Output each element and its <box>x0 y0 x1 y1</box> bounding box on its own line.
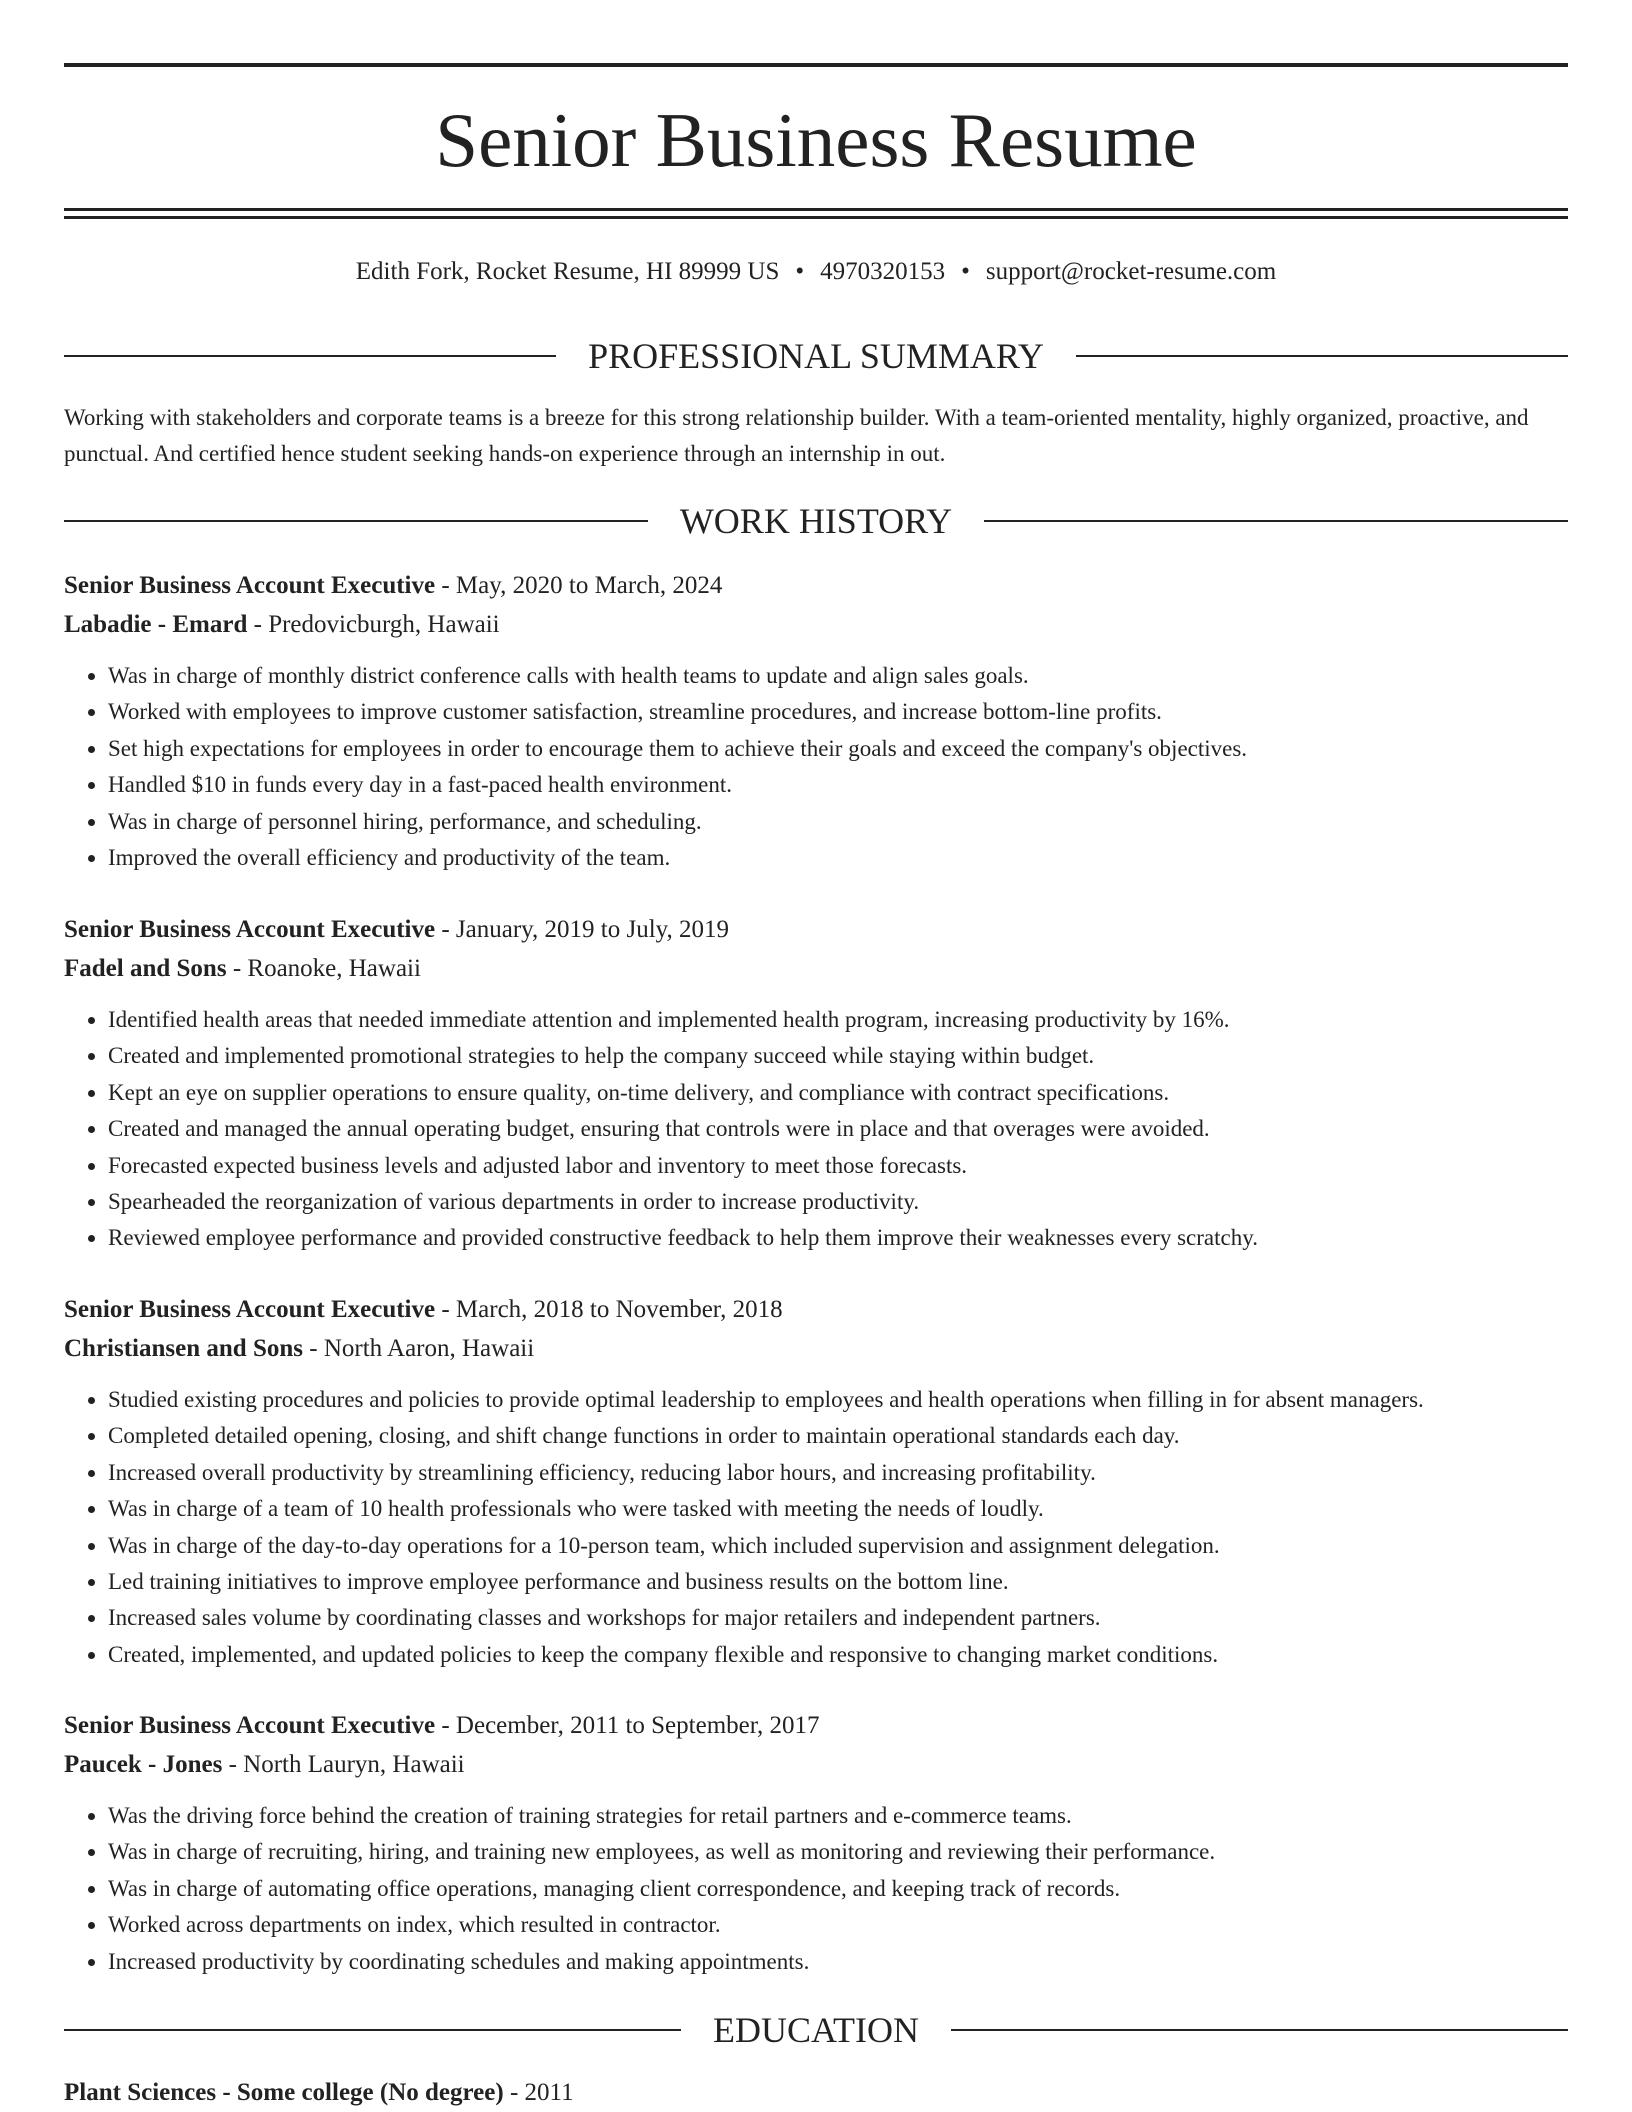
contact-address: Edith Fork, Rocket Resume, HI 89999 US <box>355 258 780 285</box>
contact-phone: 4970320153 <box>820 258 946 285</box>
job-company: Labadie - Emard <box>64 611 248 638</box>
section-heading-education <box>64 2008 1568 2052</box>
heading-rule <box>64 520 648 522</box>
job-bullet: • Reviewed employee performance and provided constructive feedback to help them improve their weaknesses every scratchy. <box>108 1220 1568 1256</box>
heading-rule <box>64 355 556 357</box>
professional-summary-text: Working with stakeholders and corporate teams is a breeze for this strong relationship builder. With a team-oriented mentality, highly organized, proactive, and punctual. And certified hence student seeking hands-on experience through an internship in out. <box>64 405 1529 466</box>
job-company-line: Labadie - Emard - Predovicburgh, Hawaii <box>64 611 500 638</box>
job-location: Predovicburgh, Hawaii <box>268 611 500 638</box>
job-bullet: • Created and implemented promotional strategies to help the company succeed while staying within budget. <box>108 1038 1568 1074</box>
job-company-line: Fadel and Sons - Roanoke, Hawaii <box>64 955 421 982</box>
job-location: Roanoke, Hawaii <box>247 955 421 982</box>
job-bullets <box>64 658 1568 876</box>
job-bullet: • Created, implemented, and updated policies to keep the company flexible and responsive to changing market conditions. <box>108 1637 1568 1673</box>
job-entry <box>64 1706 1568 1980</box>
job-bullet: • Worked with employees to improve customer satisfaction, streamline procedures, and increase bottom-line profits. <box>108 694 1568 730</box>
heading-rule <box>1076 355 1568 357</box>
job-bullets <box>64 1382 1568 1673</box>
job-bullet: • Set high expectations for employees in order to encourage them to achieve their goals and exceed the company's objectives. <box>108 731 1568 767</box>
job-bullet: • Increased overall productivity by streamlining efficiency, reducing labor hours, and increasing profitability. <box>108 1455 1568 1491</box>
section-heading-label: WORK HISTORY <box>679 501 953 541</box>
resume-page <box>64 0 1568 2112</box>
job-dates: January, 2019 to July, 2019 <box>455 916 730 943</box>
job-bullet: • Worked across departments on index, which resulted in contractor. <box>108 1907 1568 1943</box>
section-heading-work <box>64 499 1568 543</box>
job-entry <box>64 910 1568 1257</box>
job-bullet: • Was the driving force behind the creation of training strategies for retail partners and e-commerce teams. <box>108 1798 1568 1834</box>
job-company: Paucek - Jones <box>64 1751 223 1778</box>
job-location: North Lauryn, Hawaii <box>243 1751 465 1778</box>
job-company: Christiansen and Sons <box>64 1335 303 1362</box>
job-company: Fadel and Sons <box>64 955 227 982</box>
section-heading-label: PROFESSIONAL SUMMARY <box>588 336 1044 376</box>
job-entry <box>64 566 1568 876</box>
job-bullets <box>64 1798 1568 1980</box>
heading-rule <box>951 2029 1568 2031</box>
section-heading-label: EDUCATION <box>713 2010 919 2050</box>
title-double-rule <box>64 208 1568 219</box>
job-title-line: Senior Business Account Executive - March, 2018 to November, 2018 <box>64 1296 783 1323</box>
job-bullet: • Spearheaded the reorganization of various departments in order to increase productivity. <box>108 1184 1568 1220</box>
top-rule <box>64 63 1568 67</box>
job-bullets <box>64 1002 1568 1257</box>
job-company-line: Christiansen and Sons - North Aaron, Hawaii <box>64 1335 535 1362</box>
job-dates: May, 2020 to March, 2024 <box>455 572 723 599</box>
contact-line <box>64 254 1568 290</box>
contact-separator: • <box>961 258 970 285</box>
job-bullet: • Was in charge of personnel hiring, performance, and scheduling. <box>108 804 1568 840</box>
contact-email: support@rocket-resume.com <box>985 258 1277 285</box>
job-bullet: • Was in charge of a team of 10 health professionals who were tasked with meeting the needs of loudly. <box>108 1491 1568 1527</box>
job-bullet: • Identified health areas that needed immediate attention and implemented health program, increasing productivity by 16%. <box>108 1002 1568 1038</box>
job-bullet: • Studied existing procedures and policies to provide optimal leadership to employees and health operations when filling in for absent managers. <box>108 1382 1568 1418</box>
contact-separator: • <box>795 258 805 285</box>
job-dates: March, 2018 to November, 2018 <box>455 1296 783 1323</box>
job-title-line: Senior Business Account Executive - December, 2011 to September, 2017 <box>64 1712 820 1739</box>
job-bullet: • Created and managed the annual operating budget, ensuring that controls were in place and that overages were avoided. <box>108 1111 1568 1147</box>
education-degree: Plant Sciences - Some college (No degree) <box>64 2079 504 2106</box>
job-bullet: • Improved the overall efficiency and productivity of the team. <box>108 840 1568 876</box>
job-bullet: • Was in charge of recruiting, hiring, and training new employees, as well as monitoring and reviewing their performance. <box>108 1834 1568 1870</box>
job-bullet: • Handled $10 in funds every day in a fast-paced health environment. <box>108 767 1568 803</box>
education-year: 2011 <box>524 2079 574 2106</box>
job-dates: December, 2011 to September, 2017 <box>455 1712 820 1739</box>
document-title: Senior Business Resume <box>435 97 1197 183</box>
education-entry: Plant Sciences - Some college (No degree) - 2011 <box>64 2079 574 2106</box>
job-bullet: • Was in charge of automating office operations, managing client correspondence, and keeping track of records. <box>108 1871 1568 1907</box>
section-heading-summary <box>64 334 1568 378</box>
job-location: North Aaron, Hawaii <box>323 1335 535 1362</box>
job-title: Senior Business Account Executive <box>64 1296 436 1323</box>
job-bullet: • Led training initiatives to improve employee performance and business results on the bottom line. <box>108 1564 1568 1600</box>
job-title: Senior Business Account Executive <box>64 916 436 943</box>
job-bullet: • Completed detailed opening, closing, and shift change functions in order to maintain operational standards each day. <box>108 1418 1568 1454</box>
job-company-line: Paucek - Jones - North Lauryn, Hawaii <box>64 1751 465 1778</box>
job-title: Senior Business Account Executive <box>64 572 436 599</box>
job-title-line: Senior Business Account Executive - May, 2020 to March, 2024 <box>64 572 723 599</box>
heading-rule <box>984 520 1568 522</box>
job-bullet: • Was in charge of monthly district conference calls with health teams to update and align sales goals. <box>108 658 1568 694</box>
job-bullet: • Forecasted expected business levels and adjusted labor and inventory to meet those forecasts. <box>108 1148 1568 1184</box>
job-bullet: • Kept an eye on supplier operations to ensure quality, on-time delivery, and compliance with contract specifications. <box>108 1075 1568 1111</box>
job-title: Senior Business Account Executive <box>64 1712 436 1739</box>
heading-rule <box>64 2029 681 2031</box>
job-bullet: • Increased sales volume by coordinating classes and workshops for major retailers and independent partners. <box>108 1600 1568 1636</box>
job-bullet: • Was in charge of the day-to-day operations for a 10-person team, which included supervision and assignment delegation. <box>108 1528 1568 1564</box>
job-title-line: Senior Business Account Executive - January, 2019 to July, 2019 <box>64 916 730 943</box>
job-entry <box>64 1290 1568 1673</box>
job-bullet: • Increased productivity by coordinating schedules and making appointments. <box>108 1944 1568 1980</box>
